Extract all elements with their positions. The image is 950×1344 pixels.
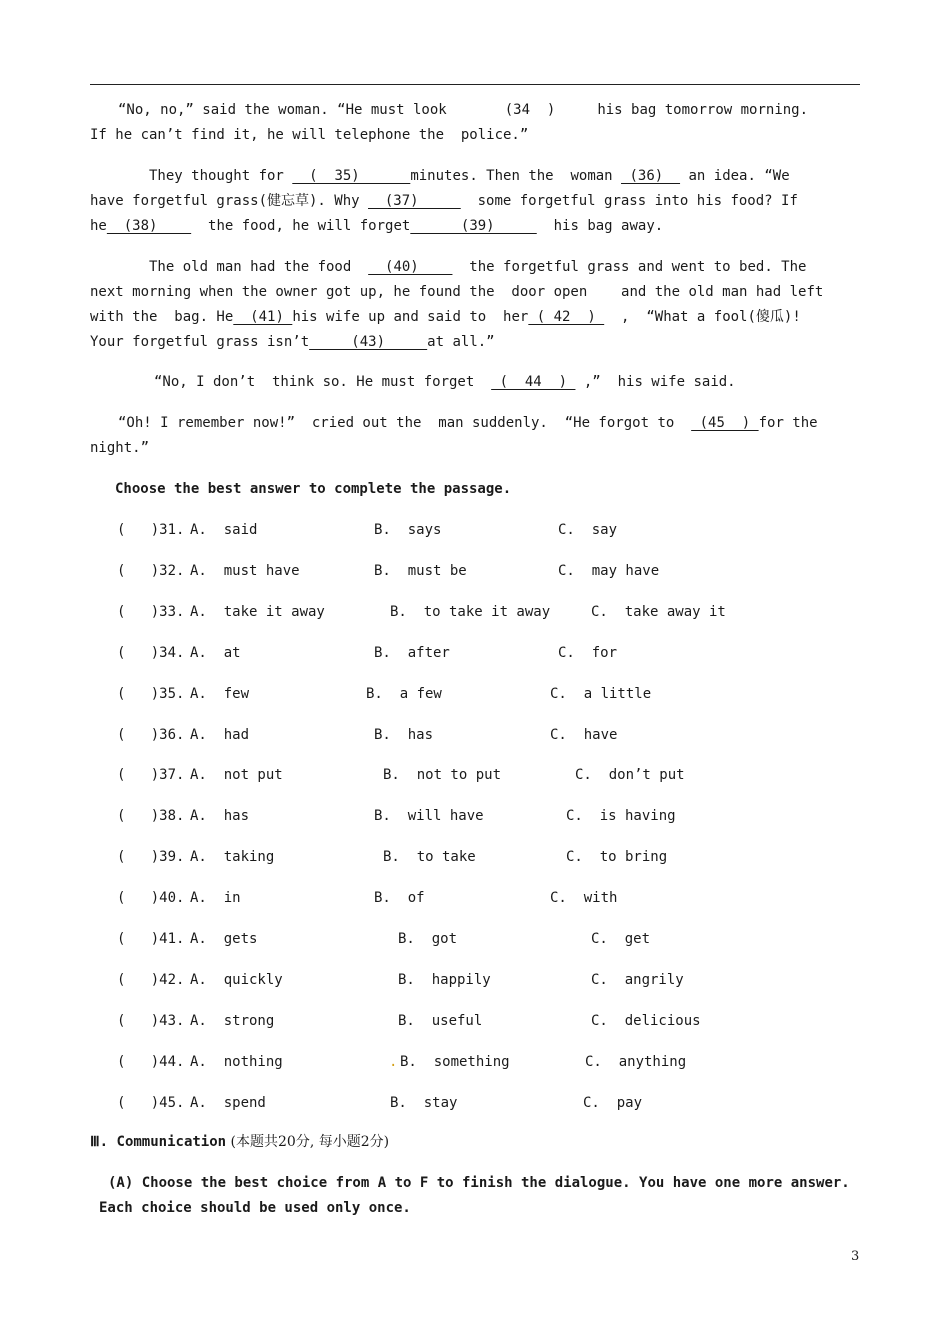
option-b: B. something bbox=[400, 1054, 510, 1070]
text: “Oh! I remember now!” cried out the man suddenly. “He forgot to bbox=[118, 415, 692, 431]
question-number: ( )32. bbox=[117, 563, 185, 579]
text: the food, he will forget bbox=[191, 218, 411, 234]
blank-41: (41) bbox=[233, 309, 293, 325]
option-c: C. have bbox=[550, 727, 618, 743]
passage-line-8 bbox=[90, 308, 801, 326]
instruction: Choose the best answer to complete the passage. bbox=[115, 481, 512, 497]
question-number: ( )40. bbox=[117, 890, 185, 906]
option-c: C. may have bbox=[558, 563, 660, 579]
option-b: B. happily bbox=[398, 972, 491, 988]
text: his bag away. bbox=[536, 218, 664, 234]
stray-mark: . bbox=[389, 1054, 398, 1070]
passage-line-7: next morning when the owner got up, he found the door open and the old man had left bbox=[90, 284, 824, 300]
passage-line-9 bbox=[90, 333, 495, 351]
option-c: C. get bbox=[591, 931, 651, 947]
question-number: ( )38. bbox=[117, 808, 185, 824]
text: The old man had the food bbox=[149, 259, 369, 275]
text: have forgetful grass(健忘草). Why bbox=[90, 193, 369, 209]
option-b: B. of bbox=[374, 890, 425, 906]
question-number: ( )45. bbox=[117, 1095, 185, 1111]
text: at all.” bbox=[427, 334, 495, 350]
text: Your forgetful grass isn’t bbox=[90, 334, 310, 350]
option-a: A. has bbox=[190, 808, 250, 824]
option-c: C. say bbox=[558, 522, 618, 538]
option-b: B. not to put bbox=[383, 767, 502, 783]
option-a: A. had bbox=[190, 727, 250, 743]
blank-34: (34 ) bbox=[504, 102, 556, 118]
text: for the bbox=[758, 415, 818, 431]
passage-line-3 bbox=[149, 167, 790, 185]
blank-36: (36) bbox=[621, 168, 681, 184]
option-a: A. few bbox=[190, 686, 250, 702]
question-number: ( )37. bbox=[117, 767, 185, 783]
blank-39: (39) bbox=[410, 218, 537, 234]
blank-40: (40) bbox=[368, 259, 453, 275]
text: ,” his wife said. bbox=[575, 374, 736, 390]
option-c: C. to bring bbox=[566, 849, 668, 865]
text: “No, I don’t think so. He must forget bbox=[154, 374, 492, 390]
option-c: C. don’t put bbox=[575, 767, 685, 783]
blank-45: (45 ) bbox=[691, 415, 759, 431]
option-a: A. spend bbox=[190, 1095, 266, 1111]
option-c: C. for bbox=[558, 645, 618, 661]
passage-line-5 bbox=[90, 217, 663, 235]
option-c: C. pay bbox=[583, 1095, 643, 1111]
passage-line-11 bbox=[118, 414, 818, 432]
option-b: B. stay bbox=[390, 1095, 458, 1111]
option-c: C. with bbox=[550, 890, 618, 906]
question-number: ( )43. bbox=[117, 1013, 185, 1029]
option-b: B. useful bbox=[398, 1013, 483, 1029]
passage-line-4 bbox=[90, 192, 798, 210]
option-b: B. got bbox=[398, 931, 458, 947]
text: the forgetful grass and went to bed. The bbox=[452, 259, 807, 275]
question-number: ( )31. bbox=[117, 522, 185, 538]
option-b: B. says bbox=[374, 522, 442, 538]
passage-line-12: night.” bbox=[90, 440, 150, 456]
section-heading bbox=[90, 1133, 389, 1151]
option-a: A. must have bbox=[190, 563, 300, 579]
text: , “What a fool(傻瓜)! bbox=[604, 309, 801, 325]
option-c: C. anything bbox=[585, 1054, 687, 1070]
text: his wife up and said to her bbox=[292, 309, 529, 325]
option-c: C. angrily bbox=[591, 972, 684, 988]
question-number: ( )42. bbox=[117, 972, 185, 988]
blank-43: (43) bbox=[309, 334, 428, 350]
text: an idea. “We bbox=[680, 168, 790, 184]
blank-35: ( 35) bbox=[292, 168, 411, 184]
option-a: A. nothing bbox=[190, 1054, 283, 1070]
question-number: ( )39. bbox=[117, 849, 185, 865]
option-a: A. taking bbox=[190, 849, 275, 865]
option-a: A. said bbox=[190, 522, 258, 538]
option-c: C. a little bbox=[550, 686, 652, 702]
section-title: Ⅲ. Communication bbox=[90, 1134, 227, 1150]
option-c: C. delicious bbox=[591, 1013, 701, 1029]
option-a: A. in bbox=[190, 890, 241, 906]
option-c: C. take away it bbox=[591, 604, 726, 620]
question-number: ( )41. bbox=[117, 931, 185, 947]
option-b: B. must be bbox=[374, 563, 467, 579]
option-a: A. gets bbox=[190, 931, 258, 947]
option-b: B. a few bbox=[366, 686, 442, 702]
option-b: B. will have bbox=[374, 808, 484, 824]
text: some forgetful grass into his food? If bbox=[460, 193, 798, 209]
text: he bbox=[90, 218, 107, 234]
option-a: A. not put bbox=[190, 767, 283, 783]
option-b: B. to take it away bbox=[390, 604, 551, 620]
text: his bag tomorrow morning. bbox=[597, 102, 809, 118]
question-number: ( )44. bbox=[117, 1054, 185, 1070]
text: They thought for bbox=[149, 168, 293, 184]
option-c: C. is having bbox=[566, 808, 676, 824]
question-number: ( )35. bbox=[117, 686, 185, 702]
section-a-instruction-2: Each choice should be used only once. bbox=[99, 1200, 411, 1216]
option-a: A. strong bbox=[190, 1013, 275, 1029]
text: minutes. Then the woman bbox=[410, 168, 622, 184]
page-number: 3 bbox=[851, 1249, 860, 1264]
blank-38: (38) bbox=[106, 218, 192, 234]
blank-42: ( 42 ) bbox=[528, 309, 605, 325]
option-b: B. after bbox=[374, 645, 450, 661]
question-number: ( )34. bbox=[117, 645, 185, 661]
passage-line-10 bbox=[154, 373, 736, 391]
option-a: A. take it away bbox=[190, 604, 325, 620]
section-note: (本题共20分, 每小题2分) bbox=[230, 1134, 390, 1150]
section-a-instruction-1: (A) Choose the best choice from A to F to finish the dialogue. You have one more answer. bbox=[108, 1175, 850, 1191]
question-number: ( )36. bbox=[117, 727, 185, 743]
text: “No, no,” said the woman. “He must look bbox=[118, 102, 447, 118]
passage-line-2: If he can’t find it, he will telephone the police.” bbox=[90, 127, 529, 143]
option-b: B. to take bbox=[383, 849, 476, 865]
question-number: ( )33. bbox=[117, 604, 185, 620]
option-a: A. at bbox=[190, 645, 241, 661]
blank-44: ( 44 ) bbox=[491, 374, 576, 390]
option-b: B. has bbox=[374, 727, 434, 743]
option-a: A. quickly bbox=[190, 972, 283, 988]
passage-line-6 bbox=[149, 258, 806, 276]
header-rule bbox=[90, 84, 860, 85]
passage-line-1 bbox=[118, 101, 808, 119]
text: with the bag. He bbox=[90, 309, 234, 325]
blank-37: (37) bbox=[368, 193, 461, 209]
